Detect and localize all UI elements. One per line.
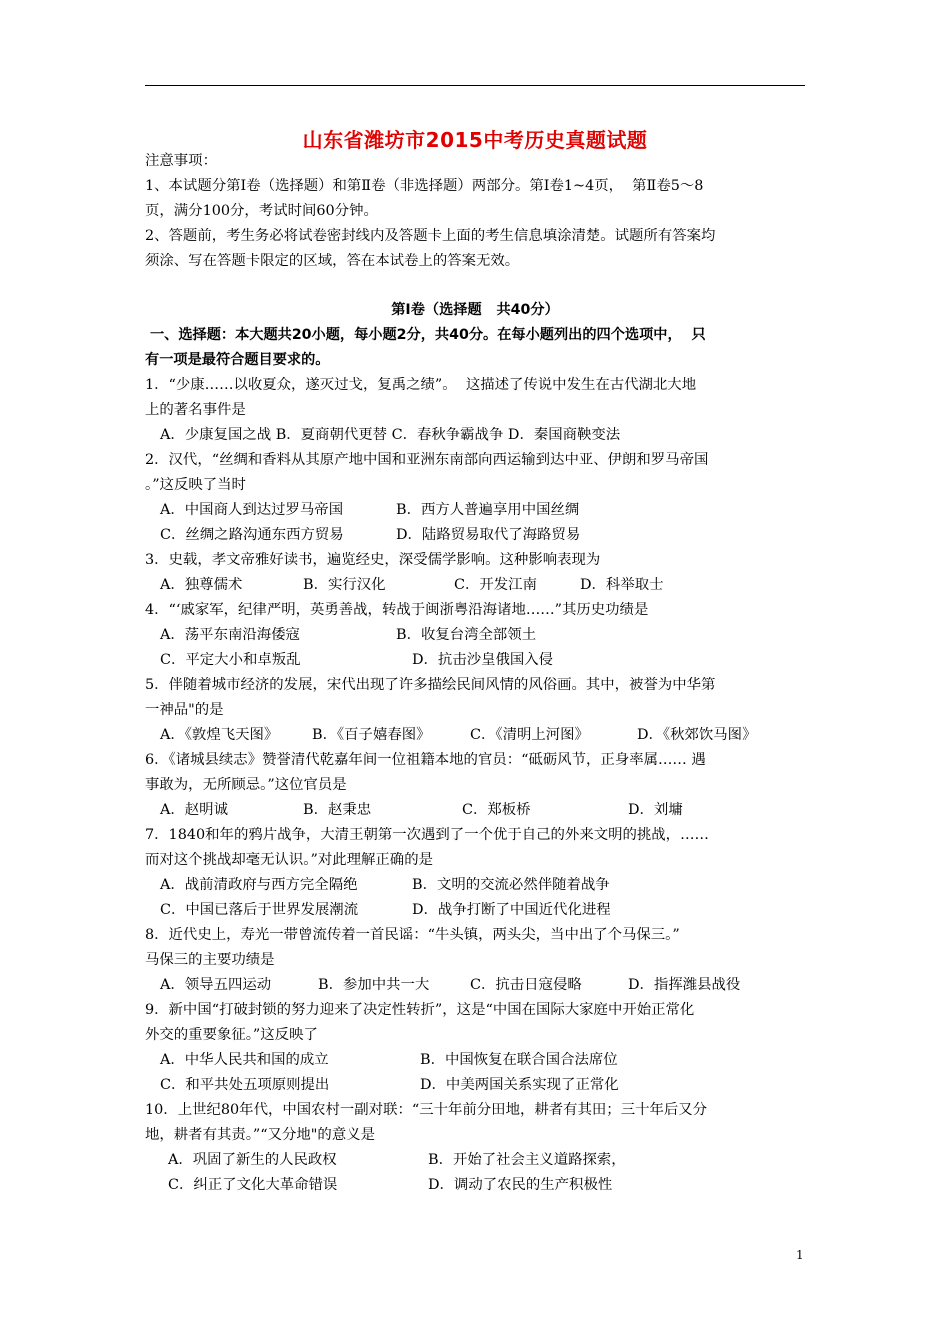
q3-option-a: A．独尊儒术 bbox=[160, 577, 243, 593]
q7-stem-2: 而对这个挑战却毫无认识。”对此理解正确的是 bbox=[145, 852, 433, 868]
notice-heading: 注意事项： bbox=[145, 153, 217, 169]
q7-stem-1: 7．1840和年的鸦片战争，大清王朝第一次遇到了一个优于自己的外来文明的挑战，…… bbox=[145, 827, 709, 843]
q3-option-b: B．实行汉化 bbox=[303, 577, 386, 593]
q5-option-c: C．《清明上河图》 bbox=[470, 727, 589, 743]
q3-option-d: D．科举取士 bbox=[580, 577, 664, 593]
q2-stem-1: 2．汉代，“丝绸和香料从其原产地中国和亚洲东南部向西运输到达中亚、伊朗和罗马帝国 bbox=[145, 452, 709, 468]
section-intro-1: 一、选择题：本大题共20小题，每小题2分，共40分。在每小题列出的四个选项中， 只 bbox=[145, 327, 706, 343]
q9-stem-2: 外交的重要象征。”这反映了 bbox=[145, 1027, 318, 1043]
q4-stem-1: 4．“‘戚家军，纪律严明，英勇善战，转战于闽浙粤沿海诸地……”其历史功绩是 bbox=[145, 602, 649, 618]
q3-option-c: C．开发江南 bbox=[454, 577, 537, 593]
notice-line-1: 1、本试题分第Ⅰ卷（选择题）和第Ⅱ卷（非选择题）两部分。第Ⅰ卷1~4页， 第Ⅱ卷5～8 bbox=[145, 178, 704, 194]
q8-stem-1: 8．近代史上，寿光一带曾流传着一首民谣：“牛头镇，两头尖，当中出了个马保三。” bbox=[145, 927, 680, 943]
q7-option-d: D．战争打断了中国近代化进程 bbox=[412, 902, 611, 918]
q6-option-a: A．赵明诚 bbox=[160, 802, 228, 818]
header-rule bbox=[145, 85, 805, 86]
q4-option-d: D．抗击沙皇俄国入侵 bbox=[412, 652, 554, 668]
q5-stem-1: 5．伴随着城市经济的发展，宋代出现了许多描绘民间风情的风俗画。其中，被誉为中华第 bbox=[145, 677, 716, 693]
q5-stem-2: 一神品"的是 bbox=[145, 702, 224, 718]
q10-option-a: A．巩固了新生的人民政权 bbox=[168, 1152, 337, 1168]
notice-line-2: 页，满分100分，考试时间60分钟。 bbox=[145, 203, 378, 219]
q8-option-a: A．领导五四运动 bbox=[160, 977, 272, 993]
q8-option-d: D．指挥潍县战役 bbox=[628, 977, 741, 993]
q6-option-c: C．郑板桥 bbox=[462, 802, 531, 818]
q4-option-b: B．收复台湾全部领土 bbox=[396, 627, 537, 643]
q2-option-c: C．丝绸之路沟通东西方贸易 bbox=[160, 527, 344, 543]
q7-option-b: B．文明的交流必然伴随着战争 bbox=[412, 877, 610, 893]
q7-option-c: C．中国已落后于世界发展潮流 bbox=[160, 902, 359, 918]
q6-option-b: B．赵秉忠 bbox=[303, 802, 372, 818]
notice-line-3: 2、答题前，考生务必将试卷密封线内及答题卡上面的考生信息填涂清楚。试题所有答案均 bbox=[145, 228, 716, 244]
q10-option-c: C．纠正了文化大革命错误 bbox=[168, 1177, 338, 1193]
q2-option-a: A．中国商人到达过罗马帝国 bbox=[160, 502, 344, 518]
q4-option-a: A．荡平东南沿海倭寇 bbox=[160, 627, 300, 643]
q8-option-b: B．参加中共一大 bbox=[318, 977, 430, 993]
q9-option-c: C．和平共处五项原则提出 bbox=[160, 1077, 330, 1093]
q5-option-a: A．《敦煌飞天图》 bbox=[160, 727, 279, 743]
section-intro-2: 有一项是最符合题目要求的。 bbox=[145, 352, 330, 368]
page-number: 1 bbox=[796, 1248, 804, 1262]
q7-option-a: A．战前清政府与西方完全隔绝 bbox=[160, 877, 358, 893]
q9-option-d: D．中美两国关系实现了正常化 bbox=[420, 1077, 619, 1093]
q8-stem-2: 马保三的主要功绩是 bbox=[145, 952, 275, 968]
page-title: 山东省潍坊市2015中考历史真题试题 bbox=[302, 128, 648, 152]
notice-line-4: 须涂、写在答题卡限定的区域，答在本试卷上的答案无效。 bbox=[145, 253, 520, 269]
q6-option-d: D．刘墉 bbox=[628, 802, 683, 818]
q3-stem-1: 3．史载，孝文帝雅好读书，遍览经史，深受儒学影响。这种影响表现为 bbox=[145, 552, 601, 568]
q5-option-d: D．《秋郊饮马图》 bbox=[637, 727, 757, 743]
q2-option-b: B．西方人普遍享用中国丝绸 bbox=[396, 502, 580, 518]
q4-option-c: C．平定大小和卓叛乱 bbox=[160, 652, 301, 668]
q10-option-d: D．调动了农民的生产积极性 bbox=[428, 1177, 613, 1193]
q6-stem-2: 事敢为，无所顾忌。”这位官员是 bbox=[145, 777, 347, 793]
q2-option-d: D．陆路贸易取代了海路贸易 bbox=[396, 527, 581, 543]
q9-option-a: A．中华人民共和国的成立 bbox=[160, 1052, 329, 1068]
q10-stem-1: 10．上世纪80年代，中国农村一副对联：“三十年前分田地，耕者有其田；三十年后又分 bbox=[145, 1102, 708, 1118]
q5-option-b: B．《百子嬉春图》 bbox=[312, 727, 431, 743]
q8-option-c: C．抗击日寇侵略 bbox=[470, 977, 582, 993]
q1-stem-1: 1．“少康……以收夏众，遂灭过戈，复禹之绩”。 这描述了传说中发生在古代湖北大地 bbox=[145, 377, 697, 393]
q10-option-b: B．开始了社会主义道路探索， bbox=[428, 1152, 626, 1168]
q9-option-b: B．中国恢复在联合国合法席位 bbox=[420, 1052, 618, 1068]
section-heading: 第Ⅰ卷（选择题 共40分） bbox=[391, 302, 559, 318]
q1-stem-2: 上的著名事件是 bbox=[145, 402, 246, 418]
q10-stem-2: 地，耕者有其责。”“又分地"的意义是 bbox=[145, 1127, 375, 1143]
q2-stem-2: 。”这反映了当时 bbox=[145, 477, 246, 493]
q1-options: A．少康复国之战 B．夏商朝代更替 C．春秋争霸战争 D．秦国商鞅变法 bbox=[160, 427, 621, 443]
q6-stem-1: 6．《诸城县续志》赞誉清代乾嘉年间一位祖籍本地的官员：“砥砺风节，正身率属…… 遇 bbox=[145, 752, 706, 768]
q9-stem-1: 9．新中国“打破封锁的努力迎来了决定性转折”，这是“中国在国际大家庭中开始正常化 bbox=[145, 1002, 695, 1018]
